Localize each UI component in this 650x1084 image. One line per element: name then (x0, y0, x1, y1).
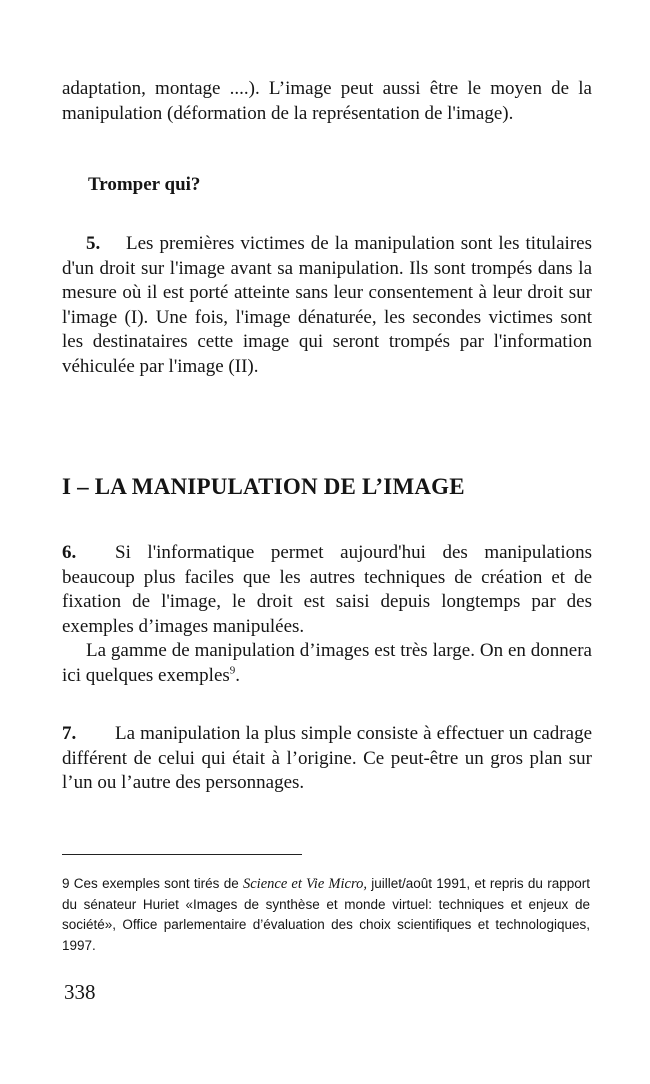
paragraph-text: La gamme de manipulation d’images est très large. On en donnera ici quelques exemples (62, 640, 592, 686)
footnote-text: juillet/août 1991, et repris du rapport du sénateur Huriet «Images de synthèse et monde virtuel: techniques et enjeux de société», Office parlementaire d’évaluation des choix scientifiques et technologiques, 1997. (62, 876, 590, 953)
paragraph-6-continued (62, 639, 592, 688)
footnote (62, 874, 590, 956)
intro-paragraph: adaptation, montage ....). L’image peut aussi être le moyen de la manipulation (déformation de la représentation de l'image). (62, 78, 592, 124)
paragraph-text: La manipulation la plus simple consiste à effectuer un cadrage différent de celui qui était à l’origine. Ce peut-être un gros plan sur l’un ou l’autre des personnages. (62, 723, 592, 793)
footnote-number: 9 (62, 876, 70, 891)
footnote-lead: Ces exemples sont tirés de (73, 876, 239, 891)
footnote-reference[interactable]: 9 (229, 664, 236, 677)
paragraph-number: 6. (62, 542, 77, 563)
footnote-source-title: Science et Vie Micro, (243, 876, 367, 892)
paragraph-5 (62, 232, 592, 379)
paragraph-text: Si l'informatique permet aujourd'hui des manipulations beaucoup plus faciles que les autres techniques de création et de fixation de l'image, le droit est saisi depuis longtemps par des exemples d’images manipulées. (62, 542, 592, 637)
sentence-end: . (235, 664, 241, 686)
section-title: I – LA MANIPULATION DE L’IMAGE (62, 474, 465, 499)
paragraph-text: Les premières victimes de la manipulation sont les titulaires d'un droit sur l'image avant sa manipulation. Ils sont trompés dans la mesure où il est porté atteinte sans leur consentement à leur droit sur l'image (I). Une fois, l'image dénaturée, les secondes victimes sont les destinataires cette image qui seront trompés par l'information véhiculée par l'image (II). (62, 233, 592, 377)
paragraph-6 (62, 541, 592, 639)
paragraph-7 (62, 722, 592, 796)
paragraph-number: 7. (62, 723, 77, 744)
paragraph-number: 5. (86, 233, 101, 254)
page-number: 338 (64, 980, 96, 1004)
subheading: Tromper qui? (88, 174, 201, 195)
footnote-separator (62, 854, 302, 855)
